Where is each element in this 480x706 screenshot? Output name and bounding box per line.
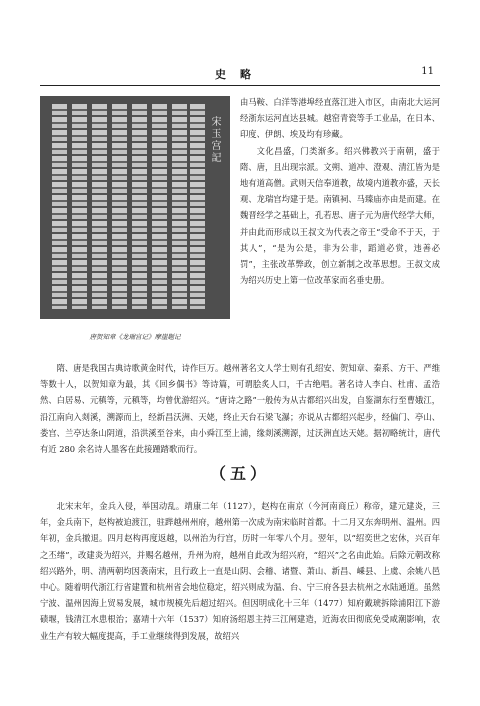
section-heading: （五）: [209, 464, 270, 483]
paragraph: 由马鞍、白洋等港埠经直落江进入市区，由南北大运河经浙东运河直达县城。越窑青瓷等手工业品，在日本、印度、伊朗、埃及均有珍藏。: [240, 97, 440, 140]
section-body: [40, 498, 440, 644]
header-rule: [40, 85, 440, 86]
figure-caption: 唐贺知章《龙瑞宫记》摩崖题记: [89, 333, 181, 341]
page-number: 11: [421, 66, 434, 77]
inscription-heading: 宋玉宫記: [209, 116, 220, 164]
right-column-text: [240, 94, 440, 288]
running-header: [40, 66, 440, 82]
paragraph: 北宋末年，金兵入侵，举国动乱。靖康二年（1127），赵构在南京（今河南商丘）称帝，建元建炎，三年，金兵南下，赵构被迫渡江，驻跸越州州府，越州第一次成为南宋临时首都。十二月又东奔明州、温州。四年初，金兵撤退。四月赵构再度返越，以州治为行宫，历时一年零八个月。翌年，以“绍奕世之宏休，兴百年之丕绪”，改建炎为绍兴，并赐名越州，升州为府，越州自此改为绍兴府，“绍兴”之名由此始。后除元朝改称绍兴路外，明、清两朝均因袭南宋，且行政上一直是山阴、会稽、诸暨、萧山、新昌、嵊县、上虞、余姚八邑中心。随着明代浙江行省建置和杭州省会地位稳定，绍兴则成为温、台、宁三府各县去杭州之水陆通道。虽然宁波、温州因海上贸易发展，城市规模先后超过绍兴。但因明成化十三年（1477）知府戴琥拆除浦阳江下游碛堰，钱清江水患根治；嘉靖十六年（1537）知府汤绍恩主持三江闸建造，近海农田彻底免受咸潮影响，农业生产有较大幅度提高，手工业继续得到发展，故绍兴: [40, 501, 440, 641]
inscription-photo: [40, 96, 230, 319]
paragraph: 文化昌盛，门类渐多。绍兴佛教兴于南朝，盛于隋、唐，且出现宗派。文朔、道冲、澄观、清江皆为是地有道高僧。武则天信奉道教，故境内道教亦盛，天长观、龙瑞宫均建于是。南镇祠、马臻庙亦由是而建。在魏晋经学之基础上，孔若思、唐子元为唐代经学大师，并由此而形成以王叔文为代表之帝王“受命不于天，于其人”，“是为公是，非为公非，蹈道必赏，违善必罚”，主张改革弊政，创立新制之改革思想。王叔文成为绍兴历史上第一位改革家而名垂史册。: [240, 145, 440, 286]
full-width-text: [40, 360, 440, 457]
running-title: 史略: [215, 68, 265, 81]
paragraph: 隋、唐是我国古典诗歌黄金时代，诗作巨万。越州著名文人学士则有孔绍安、贺知章、秦系、方干、严维等数十人，以贺知章为最，其《回乡偶书》等诗篇，可谓脍炙人口，千古绝唱。著名诗人李白、杜甫、孟浩然、白居易、元稹等，元稹等，均曾优游绍兴。“唐诗之路”一般传为从古都绍兴出发，自鉴湖东行至曹娥江，沿江南向入剡溪，溯源而上，经新昌沃洲、天姥，终止天台石梁飞瀑；亦说从古都绍兴起步，经偏门、亭山、娄宫、兰亭达条山阴道，沿洪溪至谷来，由小舜江至上浦，缘剡溪溯源，过沃洲直达天姥。据初略统计，唐代有近 280 余名诗人墨客在此接踵踏歌而行。: [40, 363, 440, 455]
